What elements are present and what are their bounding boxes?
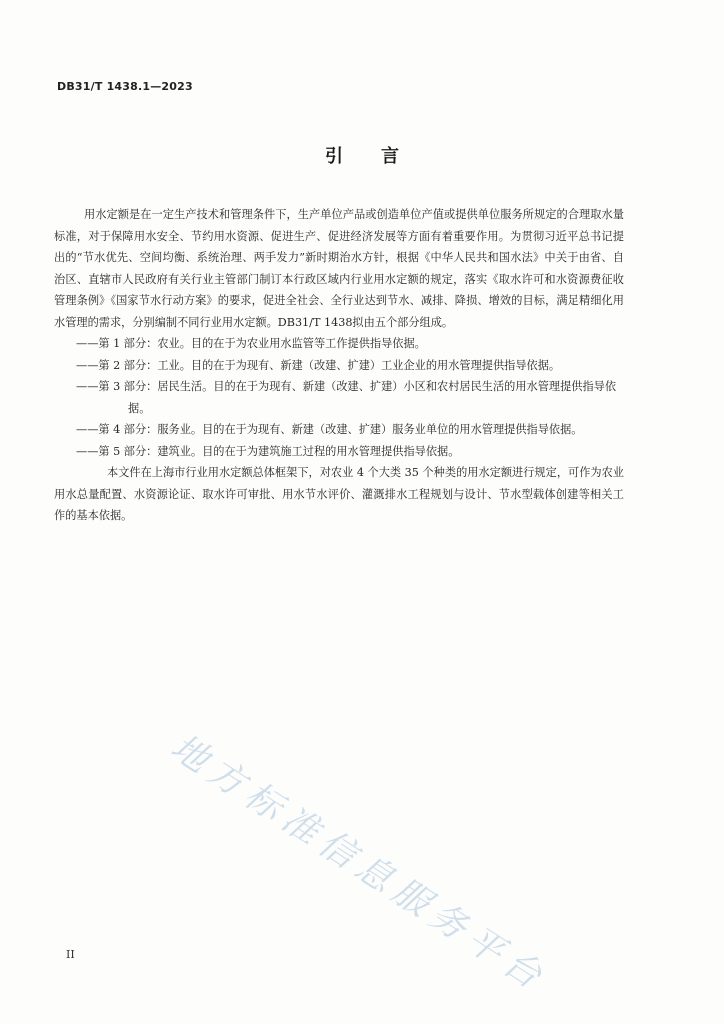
intro-paragraph: 用水定额是在一定生产技术和管理条件下，生产单位产品或创造单位产值或提供单位服务所规定的合理取水量标准，对于保障用水安全、节约用水资源、促进生产、促进经济发展等方面有着重要作用。为贯彻习近平总书记提出的“节水优先、空间均衡、系统治理、两手发力”新时期治水方针，根据《中华人民共和国水法》中关于由省、自治区、直辖市人民政府有关行业主管部门制订本行政区域内行业用水定额的规定，落实《取水许可和水资源费征收管理条例》《国家节水行动方案》的要求，促进全社会、全行业达到节水、减排、降损、增效的目标，满足精细化用水管理的需求，分别编制不同行业用水定额。DB31/T 1438拟由五个部分组成。: [54, 208, 624, 329]
watermark-text: 地方标准信息服务平台: [163, 726, 555, 1001]
list-item-part-3: ——第 3 部分：居民生活。目的在于为现有、新建（改建、扩建）小区和农村居民生活的用水管理提供指导依据。: [76, 380, 617, 415]
closing-paragraph: 本文件在上海市行业用水定额总体框架下，对农业 4 个大类 35 个种类的用水定额进行规定，可作为农业用水总量配置、水资源论证、取水许可审批、用水节水评价、灌溉排水工程规划与设计、节水型载体创建等相关工作的基本依据。: [54, 466, 624, 522]
list-item-part-4: ——第 4 部分：服务业。目的在于为现有、新建（改建、扩建）服务业单位的用水管理提供指导依据。: [76, 423, 583, 436]
list-item-part-2: ——第 2 部分：工业。目的在于为现有、新建（改建、扩建）工业企业的用水管理提供指导依据。: [76, 358, 561, 372]
parts-list: [76, 333, 624, 462]
list-item-part-5: ——第 5 部分：建筑业。目的在于为建筑施工过程的用水管理提供指导依据。: [76, 444, 460, 458]
document-code: DB31/T 1438.1—2023: [57, 80, 193, 93]
list-item-part-1: ——第 1 部分：农业。目的在于为农业用水监管等工作提供指导依据。: [76, 337, 426, 350]
page-title: 引言: [325, 146, 437, 167]
page-number: II: [66, 948, 75, 961]
document-body: [54, 204, 624, 527]
